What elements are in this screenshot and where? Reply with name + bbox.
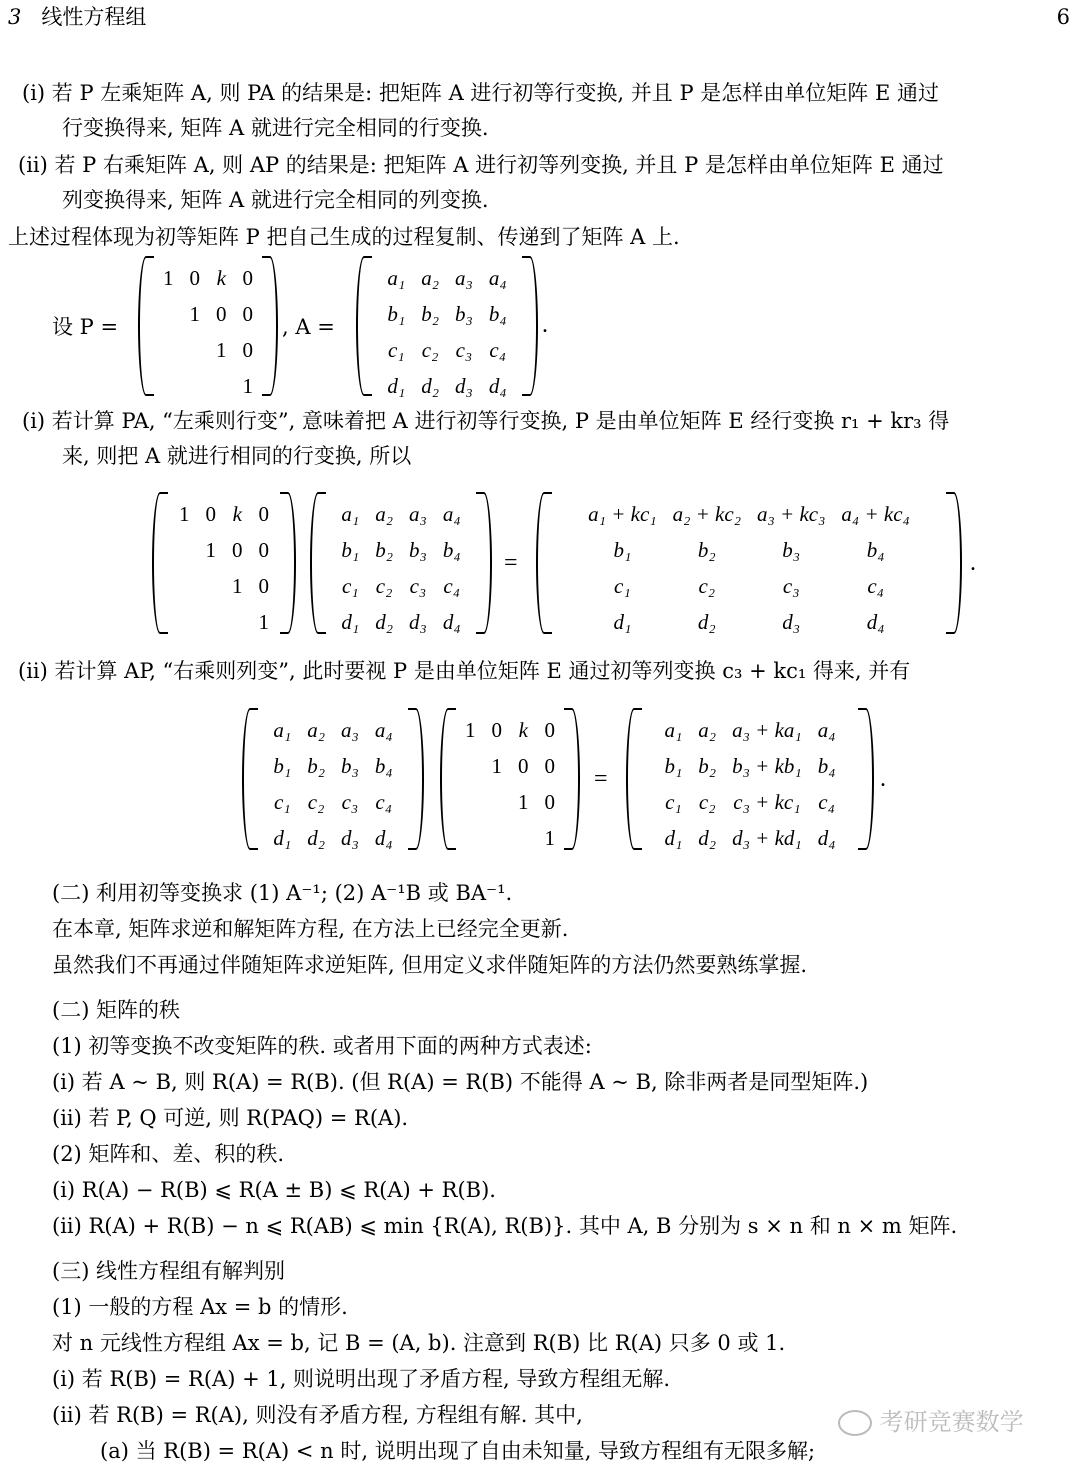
matrix-cell: d₃ + kd₁ bbox=[732, 825, 802, 850]
matrix-P bbox=[152, 492, 296, 634]
matrix-cell: a₁ bbox=[387, 265, 406, 290]
matrix-cell: a₂ bbox=[307, 717, 325, 742]
text-line: 来, 则把 A 就进行相同的行变换, 所以 bbox=[62, 444, 412, 468]
matrix-cell: 0 bbox=[544, 717, 555, 742]
text-line: (i) 若 R(B) = R(A) + 1, 则说明出现了矛盾方程, 导致方程组无解. bbox=[52, 1367, 671, 1391]
matrix-cell: 0 bbox=[189, 265, 200, 290]
matrix-cell: b₄ bbox=[866, 537, 885, 562]
matrix-cell bbox=[457, 784, 484, 820]
text-line: 对 n 元线性方程组 Ax = b, 记 B = (A, b). 注意到 R(B) 比 R(A) 只多 0 或 1. bbox=[52, 1331, 786, 1355]
page-number: 6 bbox=[1056, 5, 1070, 29]
text-line: (ii) 若 R(B) = R(A), 则没有矛盾方程, 方程组有解. 其中, bbox=[52, 1403, 583, 1427]
matrix-cell: d₂ bbox=[307, 825, 325, 850]
matrix-cell: d₃ bbox=[341, 825, 359, 850]
matrix-cell: a₁ + kc₁ bbox=[588, 501, 657, 526]
matrix-cell: c₂ bbox=[421, 337, 439, 362]
text-line: (ii) 若计算 AP, “右乘则列变”, 此时要视 P 是由单位矩阵 E 通过初等列变换 c₃ + kc₁ 得来, 并有 bbox=[18, 659, 911, 683]
matrix-cell: 0 bbox=[232, 537, 243, 562]
matrix-cell: c₄ bbox=[867, 573, 884, 598]
watermark bbox=[838, 1402, 1024, 1437]
matrix-cell: c₃ bbox=[409, 573, 427, 598]
text-line: (i) R(A) − R(B) ⩽ R(A ± B) ⩽ R(A) + R(B). bbox=[52, 1178, 496, 1202]
text-line: (1) 一般的方程 Ax = b 的情形. bbox=[52, 1295, 348, 1319]
matrix-cell: 0 bbox=[258, 573, 269, 598]
text-line: 列变换得来, 矩阵 A 就进行完全相同的列变换. bbox=[62, 188, 489, 212]
matrix-cell: a₄ + kc₄ bbox=[841, 501, 910, 526]
period: . bbox=[970, 550, 976, 576]
matrix-cell: 1 bbox=[205, 537, 216, 562]
matrix-cell: a₃ bbox=[409, 501, 427, 526]
section-heading: (三) 线性方程组有解判别 bbox=[52, 1259, 286, 1283]
chapter-number: 3 bbox=[8, 5, 22, 29]
matrix-cell: b₁ bbox=[664, 753, 683, 778]
matrix-cell: 1 bbox=[544, 825, 555, 850]
matrix-cell: 1 bbox=[258, 609, 269, 634]
matrix-cell: 1 bbox=[242, 373, 253, 398]
matrix-cell: b₁ bbox=[613, 537, 632, 562]
matrix-cell: b₂ bbox=[421, 301, 439, 326]
matrix-cell: d₃ bbox=[782, 609, 801, 634]
matrix-cell bbox=[457, 748, 484, 784]
matrix-cell bbox=[155, 296, 182, 332]
matrix-cell: 0 bbox=[242, 301, 253, 326]
matrix-cell bbox=[457, 820, 484, 856]
matrix-cell bbox=[224, 604, 251, 640]
matrix-cell: b₃ bbox=[782, 537, 801, 562]
matrix-cell: k bbox=[232, 501, 242, 526]
matrix-cell bbox=[198, 568, 225, 604]
section-heading: (二) 矩阵的秩 bbox=[52, 998, 181, 1022]
text-line: (ii) 若 P 右乘矩阵 A, 则 AP 的结果是: 把矩阵 A 进行初等列变换, 并且 P 是怎样由单位矩阵 E 通过 bbox=[18, 153, 944, 177]
period: . bbox=[880, 766, 886, 792]
matrix-cell: a₂ bbox=[375, 501, 393, 526]
matrix-cell: c₂ bbox=[307, 789, 325, 814]
text-line: 在本章, 矩阵求逆和解矩阵方程, 在方法上已经完全更新. bbox=[52, 917, 569, 941]
matrix-cell: d₁ bbox=[613, 609, 632, 634]
set-a-label: , A = bbox=[282, 315, 335, 339]
matrix-cell: d₁ bbox=[273, 825, 292, 850]
matrix-cell: d₂ bbox=[698, 825, 717, 850]
matrix-cell: 0 bbox=[258, 537, 269, 562]
matrix-cell: 1 bbox=[518, 789, 529, 814]
matrix-cell: a₁ bbox=[273, 717, 292, 742]
wechat-icon bbox=[838, 1410, 872, 1436]
matrix-cell: c₃ bbox=[455, 337, 473, 362]
matrix-cell: b₃ + kb₁ bbox=[732, 753, 802, 778]
matrix-cell: k bbox=[518, 717, 528, 742]
matrix-cell: d₂ bbox=[375, 609, 393, 634]
matrix-cell: b₂ bbox=[697, 537, 716, 562]
matrix-P bbox=[440, 708, 580, 850]
matrix-cell: 0 bbox=[518, 753, 529, 778]
matrix-cell: b₂ bbox=[307, 753, 325, 778]
matrix-A bbox=[242, 708, 424, 850]
matrix-cell: c₁ bbox=[387, 337, 405, 362]
text-line: (ii) R(A) + R(B) − n ⩽ R(AB) ⩽ min {R(A), R(B)}. 其中 A, B 分别为 s × n 和 n × m 矩阵. bbox=[52, 1214, 958, 1238]
matrix-cell: d₃ bbox=[455, 373, 473, 398]
matrix-cell: a₃ bbox=[341, 717, 359, 742]
matrix-cell: 1 bbox=[465, 717, 476, 742]
matrix-cell: k bbox=[216, 265, 226, 290]
matrix-cell: 0 bbox=[258, 501, 269, 526]
section-heading: (二) 利用初等变换求 (1) A⁻¹; (2) A⁻¹B 或 BA⁻¹. bbox=[52, 881, 513, 905]
matrix-A bbox=[356, 256, 538, 396]
text-line: (ii) 若 P, Q 可逆, 则 R(PAQ) = R(A). bbox=[52, 1106, 409, 1130]
period: . bbox=[542, 312, 548, 338]
matrix-cell: b₃ bbox=[455, 301, 473, 326]
matrix-cell: c₂ bbox=[375, 573, 393, 598]
matrix-cell bbox=[484, 784, 511, 820]
matrix-cell: d₄ bbox=[374, 825, 393, 850]
matrix-cell: 0 bbox=[242, 265, 253, 290]
matrix-cell: b₁ bbox=[387, 301, 406, 326]
watermark-text: 考研竞赛数学 bbox=[879, 1408, 1024, 1436]
matrix-cell: c₂ bbox=[698, 789, 716, 814]
matrix-cell: d₃ bbox=[409, 609, 427, 634]
matrix-cell: a₃ bbox=[455, 265, 473, 290]
matrix-cell bbox=[171, 532, 198, 568]
matrix-cell: c₄ bbox=[489, 337, 507, 362]
matrix-cell: 1 bbox=[232, 573, 243, 598]
matrix-cell bbox=[484, 820, 511, 856]
matrix-cell: b₄ bbox=[374, 753, 393, 778]
matrix-cell: d₁ bbox=[664, 825, 683, 850]
matrix-A bbox=[310, 492, 492, 634]
matrix-cell: a₂ bbox=[698, 717, 717, 742]
text-line: (i) 若 A ~ B, 则 R(A) = R(B). (但 R(A) = R(B) 不能得 A ~ B, 除非两者是同型矩阵.) bbox=[52, 1070, 869, 1094]
matrix-cell: 0 bbox=[205, 501, 216, 526]
matrix-cell: b₂ bbox=[375, 537, 393, 562]
matrix-cell: d₂ bbox=[421, 373, 439, 398]
matrix-cell: c₄ bbox=[375, 789, 393, 814]
matrix-cell: a₄ bbox=[374, 717, 393, 742]
matrix-cell bbox=[198, 604, 225, 640]
matrix-cell: 1 bbox=[179, 501, 190, 526]
matrix-cell: a₄ bbox=[817, 717, 836, 742]
matrix-P bbox=[138, 256, 278, 396]
matrix-cell: d₁ bbox=[387, 373, 406, 398]
equals-sign: = bbox=[504, 550, 518, 576]
text-line: (a) 当 R(B) = R(A) < n 时, 说明出现了自由未知量, 导致方程组有无限多解; bbox=[100, 1439, 816, 1463]
matrix-cell: a₄ bbox=[442, 501, 461, 526]
matrix-cell: b₄ bbox=[488, 301, 507, 326]
matrix-cell: c₄ bbox=[443, 573, 461, 598]
matrix-cell bbox=[155, 368, 182, 404]
matrix-cell: b₁ bbox=[341, 537, 360, 562]
matrix-cell: 1 bbox=[216, 337, 227, 362]
matrix-cell: 0 bbox=[544, 789, 555, 814]
matrix-cell: a₃ + ka₁ bbox=[732, 717, 802, 742]
matrix-cell: c₄ bbox=[818, 789, 835, 814]
text-line: 上述过程体现为初等矩阵 P 把自己生成的过程复制、传递到了矩阵 A 上. bbox=[8, 225, 680, 249]
matrix-cell: d₄ bbox=[488, 373, 507, 398]
matrix-cell: c₃ bbox=[341, 789, 359, 814]
matrix-cell: 0 bbox=[544, 753, 555, 778]
text-line: (1) 初等变换不改变矩阵的秩. 或者用下面的两种方式表述: bbox=[52, 1034, 592, 1058]
matrix-cell: c₁ bbox=[614, 573, 631, 598]
matrix-cell: 1 bbox=[491, 753, 502, 778]
matrix-cell: 0 bbox=[491, 717, 502, 742]
matrix-cell: d₂ bbox=[697, 609, 716, 634]
text-line: (i) 若 P 左乘矩阵 A, 则 PA 的结果是: 把矩阵 A 进行初等行变换, 并且 P 是怎样由单位矩阵 E 通过 bbox=[22, 81, 939, 105]
matrix-AP bbox=[626, 708, 874, 850]
matrix-cell: c₂ bbox=[698, 573, 716, 598]
matrix-cell bbox=[182, 368, 209, 404]
text-line: 虽然我们不再通过伴随矩阵求逆矩阵, 但用定义求伴随矩阵的方法仍然要熟练掌握. bbox=[52, 953, 808, 977]
matrix-cell bbox=[182, 332, 209, 368]
matrix-cell: 0 bbox=[216, 301, 227, 326]
chapter-title: 线性方程组 bbox=[41, 5, 147, 29]
matrix-cell: b₃ bbox=[409, 537, 427, 562]
matrix-cell bbox=[155, 332, 182, 368]
matrix-cell bbox=[171, 568, 198, 604]
matrix-cell: d₄ bbox=[866, 609, 885, 634]
text-line: (2) 矩阵和、差、积的秩. bbox=[52, 1142, 285, 1166]
matrix-cell: a₂ + kc₂ bbox=[672, 501, 741, 526]
matrix-cell: c₁ bbox=[341, 573, 359, 598]
matrix-cell bbox=[171, 604, 198, 640]
matrix-cell: 0 bbox=[242, 337, 253, 362]
matrix-cell: c₃ + kc₁ bbox=[733, 789, 801, 814]
text-line: (i) 若计算 PA, “左乘则行变”, 意味着把 A 进行初等行变换, P 是由单位矩阵 E 经行变换 r₁ + kr₃ 得 bbox=[22, 409, 950, 433]
matrix-cell: 1 bbox=[189, 301, 200, 326]
matrix-cell bbox=[510, 820, 537, 856]
matrix-cell bbox=[208, 368, 235, 404]
matrix-cell: b₁ bbox=[273, 753, 292, 778]
matrix-cell: d₄ bbox=[442, 609, 461, 634]
text-line: 行变换得来, 矩阵 A 就进行完全相同的行变换. bbox=[62, 116, 489, 140]
matrix-cell: b₂ bbox=[698, 753, 717, 778]
matrix-cell: c₁ bbox=[665, 789, 682, 814]
matrix-cell: a₃ + kc₃ bbox=[757, 501, 826, 526]
matrix-cell: c₃ bbox=[782, 573, 800, 598]
matrix-cell: a₄ bbox=[488, 265, 507, 290]
matrix-cell: b₃ bbox=[341, 753, 359, 778]
matrix-cell: b₄ bbox=[817, 753, 836, 778]
matrix-cell: a₂ bbox=[421, 265, 439, 290]
running-header bbox=[8, 4, 146, 30]
matrix-cell: d₁ bbox=[341, 609, 360, 634]
matrix-cell: 1 bbox=[163, 265, 174, 290]
matrix-cell: a₁ bbox=[341, 501, 360, 526]
matrix-PA bbox=[536, 492, 962, 634]
matrix-cell: c₁ bbox=[273, 789, 291, 814]
set-p-label: 设 P = bbox=[52, 315, 119, 339]
equals-sign: = bbox=[594, 766, 608, 792]
matrix-cell: d₄ bbox=[817, 825, 836, 850]
matrix-cell: b₄ bbox=[442, 537, 461, 562]
matrix-cell: a₁ bbox=[664, 717, 683, 742]
